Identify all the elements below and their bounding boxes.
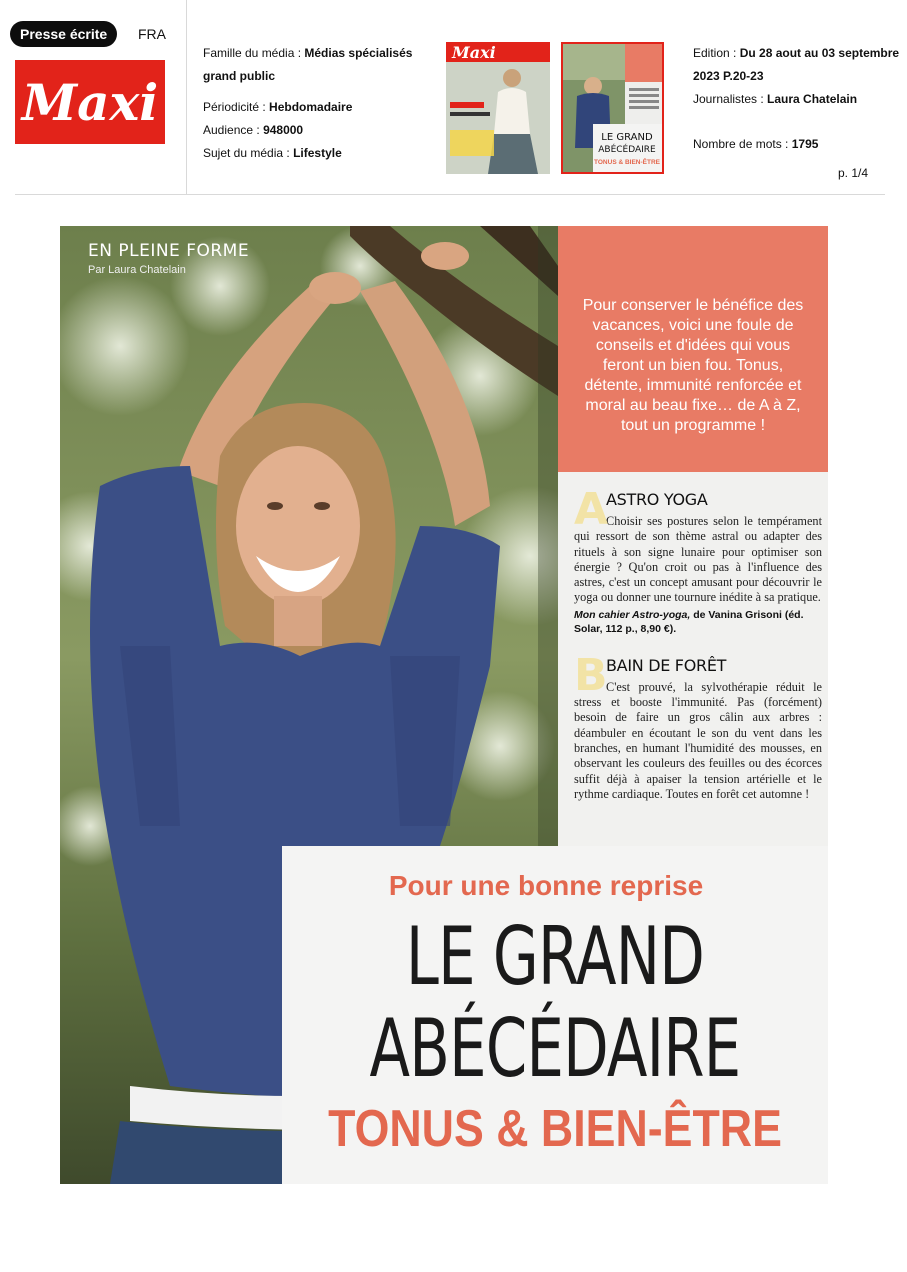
book-credit bbox=[574, 608, 822, 636]
country-code: FRA bbox=[138, 26, 166, 42]
entry-title: BAIN DE FORÊT bbox=[606, 655, 727, 675]
journalistes-value: Laura Chatelain bbox=[767, 92, 858, 106]
svg-text:Maxi: Maxi bbox=[452, 43, 496, 62]
maxi-logo bbox=[15, 60, 165, 144]
entry-letter: A bbox=[574, 484, 609, 535]
svg-text:ABÉCÉDAIRE: ABÉCÉDAIRE bbox=[598, 145, 656, 155]
sujet-row bbox=[203, 142, 438, 165]
intro-text: Pour conserver le bénéfice des vacances, voici une foule de conseils et d'idées qui vous feront un bien fou. Tonus, détente, immunité renforcée et moral au beau fixe… de A à Z, tout un programme ! bbox=[582, 297, 804, 434]
abecedaire-entries bbox=[574, 484, 822, 816]
journalistes-row bbox=[693, 88, 907, 111]
section-kicker: EN PLEINE FORME bbox=[88, 241, 250, 261]
journalistes-label: Journalistes : bbox=[693, 92, 764, 106]
mots-row bbox=[693, 133, 907, 156]
audience-row bbox=[203, 119, 438, 142]
intro-box bbox=[558, 226, 828, 472]
mots-label: Nombre de mots : bbox=[693, 137, 789, 151]
famille-value: Médias spécialisés grand public bbox=[203, 46, 413, 83]
headline-line-3: TONUS & BIEN-ÊTRE bbox=[328, 1100, 782, 1158]
logo-wordmark: Maxi bbox=[21, 73, 159, 132]
book-title: Mon cahier Astro-yoga, bbox=[574, 608, 691, 621]
press-clipping-header bbox=[0, 0, 907, 196]
mots-value: 1795 bbox=[791, 137, 819, 151]
article-page-thumbnail[interactable] bbox=[561, 42, 664, 174]
author-byline: Par Laura Chatelain bbox=[88, 264, 186, 276]
edition-value: Du 28 aout au 03 septembre 2023 P.20-23 bbox=[693, 46, 900, 83]
page-number: p. 1/4 bbox=[838, 166, 869, 180]
header-divider bbox=[186, 0, 187, 194]
entry-letter: B bbox=[574, 649, 608, 701]
edition-label: Edition : bbox=[693, 46, 737, 60]
media-info bbox=[203, 42, 438, 165]
famille-label: Famille du média : bbox=[203, 46, 302, 60]
headline-panel bbox=[282, 846, 828, 1184]
edition-info bbox=[693, 42, 907, 156]
svg-text:TONUS & BIEN-ÊTRE: TONUS & BIEN-ÊTRE bbox=[594, 159, 660, 166]
sujet-label: Sujet du média : bbox=[203, 146, 290, 160]
magazine-cover-thumbnail[interactable] bbox=[446, 42, 550, 174]
headline-line-2: ABÉCÉDAIRE bbox=[369, 1002, 741, 1095]
audience-value: 948000 bbox=[263, 123, 304, 137]
audience-label: Audience : bbox=[203, 123, 260, 137]
svg-text:LE GRAND: LE GRAND bbox=[601, 132, 653, 143]
edition-row bbox=[693, 42, 907, 88]
famille-row bbox=[203, 42, 438, 88]
entry-body: Choisir ses postures selon le tempérament qui ressort de son thème astral ou adapter des rituels à son signe lunaire pour optimiser son énergie ? Qu'on croit ou pas à l'influence des astres, c'est un concept amusant pour découvrir le yoga ou donner une tournure inédite à sa pratique. bbox=[574, 514, 822, 605]
entry-title: ASTRO YOGA bbox=[606, 490, 708, 509]
periodicite-label: Périodicité : bbox=[203, 100, 266, 114]
media-type-badge: Presse écrite bbox=[10, 21, 117, 47]
periodicite-row bbox=[203, 96, 438, 119]
entry-astro-yoga bbox=[574, 484, 822, 636]
book-details: de Vanina Grisoni (éd. Solar, 112 p., 8,90 €). bbox=[574, 608, 804, 635]
sujet-value: Lifestyle bbox=[293, 146, 342, 160]
headline-subtitle: Pour une bonne reprise bbox=[388, 870, 704, 901]
header-bottom-rule bbox=[15, 194, 885, 195]
entry-body: C'est prouvé, la sylvothérapie réduit le stress et booste l'immunité. Pas (forcément) besoin de faire un gros câlin aux arbres : déambuler en écoutant le son du vent dans les branches, en humant l'humidité des mousses, en observant les couleurs des feuilles ou des écorces suffit déjà à apaiser la tension artérielle et le rythme cardiaque. Toutes en forêt cet automne ! bbox=[574, 679, 822, 801]
periodicite-value: Hebdomadaire bbox=[269, 100, 353, 114]
article-scan bbox=[60, 226, 828, 1184]
headline-line-1: LE GRAND bbox=[405, 910, 705, 1003]
entry-bain-de-foret bbox=[574, 649, 822, 802]
